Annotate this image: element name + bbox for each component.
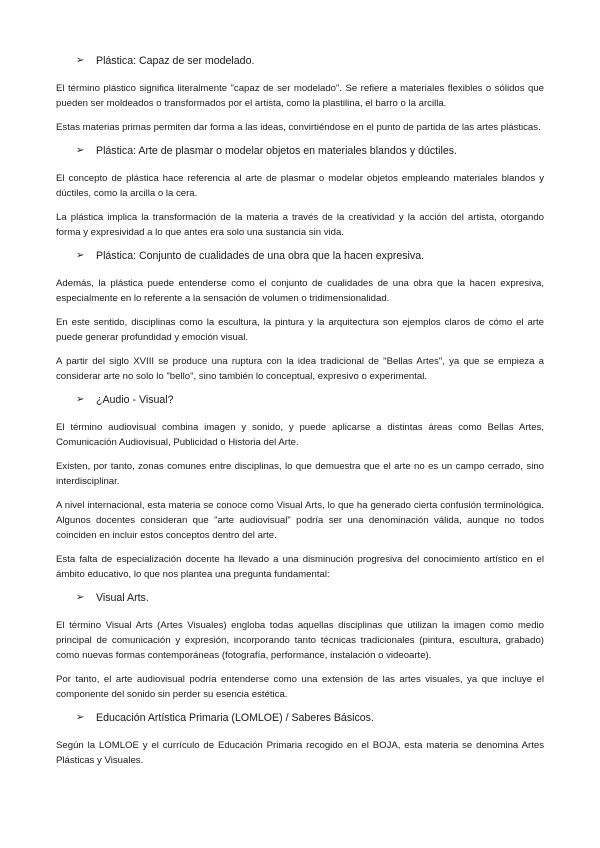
arrow-bullet-icon: ➢ [76,250,85,261]
section-heading-text: Visual Arts. [96,592,149,604]
paragraph: El concepto de plástica hace referencia al arte de plasmar o modelar objetos empleando materiales blandos y dúctiles, como la arcilla o la cera. [56,173,544,199]
paragraph: El término audiovisual combina imagen y sonido, y puede aplicarse a distintas áreas como Bellas Artes, Comunicación Audiovisual, Publicidad o Historia del Arte. [56,422,544,448]
paragraph: Según la LOMLOE y el currículo de Educación Primaria recogido en el BOJA, esta materia se denomina Artes Plásticas y Visuales. [56,740,544,766]
section-heading [76,144,544,158]
section-heading [76,393,544,407]
paragraph: Estas materias primas permiten dar forma a las ideas, convirtiéndose en el punto de partida de las artes plásticas. [56,122,541,133]
arrow-bullet-icon: ➢ [76,394,85,405]
section-heading-text: Plástica: Capaz de ser modelado. [96,55,255,67]
paragraph: A partir del siglo XVIII se produce una ruptura con la idea tradicional de "Bellas Artes", ya que se empieza a considerar arte no solo lo "bello", sino también lo conceptual, expresivo o experimental. [56,356,544,382]
section-heading [76,249,544,263]
paragraph: El término Visual Arts (Artes Visuales) engloba todas aquellas disciplinas que utilizan la imagen como medio principal de comunicación y expresión, incorporando tanto técnicas tradicionales (pintura, escultura, grabado) como nuevas formas contemporáneas (fotografía, performance, instalación o videoarte). [56,620,544,661]
paragraph: Además, la plástica puede entenderse como el conjunto de cualidades de una obra que la hacen expresiva, especialmente en lo referente a la sensación de volumen o tridimensionalidad. [56,278,544,304]
section-heading-text: Educación Artística Primaria (LOMLOE) / Saberes Básicos. [96,712,374,724]
paragraph: El término plástico significa literalmente "capaz de ser modelado". Se refiere a materiales flexibles o sólidos que pueden ser moldeados o transformados por el artista, como la plastilina, el barro o la arcilla. [56,83,544,109]
arrow-bullet-icon: ➢ [76,592,85,603]
paragraph: A nivel internacional, esta materia se conoce como Visual Arts, lo que ha generado cierta confusión terminológica. Algunos docentes consideran que "arte audiovisual" podría ser una denominación válida, aunque no todos coinciden en incluir estos conceptos dentro del arte. [56,500,544,541]
document-page [56,54,544,777]
section-heading [76,591,544,605]
section-heading [76,54,544,68]
section-heading-text: Plástica: Arte de plasmar o modelar objetos en materiales blandos y dúctiles. [96,145,457,157]
section-heading [76,711,544,725]
section-heading-text: ¿Audio - Visual? [96,394,174,406]
paragraph: La plástica implica la transformación de la materia a través de la creatividad y la acción del artista, otorgando forma y expresividad a lo que antes era solo una sustancia sin vida. [56,212,544,238]
arrow-bullet-icon: ➢ [76,55,85,66]
section-heading-text: Plástica: Conjunto de cualidades de una obra que la hacen expresiva. [96,250,425,262]
paragraph: Por tanto, el arte audiovisual podría entenderse como una extensión de las artes visuales, ya que incluye el componente del sonido sin perder su esencia estética. [56,674,544,700]
paragraph: En este sentido, disciplinas como la escultura, la pintura y la arquitectura son ejemplos claros de cómo el arte puede generar profundidad y emoción visual. [56,317,544,343]
arrow-bullet-icon: ➢ [76,145,85,156]
paragraph: Existen, por tanto, zonas comunes entre disciplinas, lo que demuestra que el arte no es un campo cerrado, sino interdisciplinar. [56,461,544,487]
arrow-bullet-icon: ➢ [76,712,85,723]
paragraph: Esta falta de especialización docente ha llevado a una disminución progresiva del conocimiento artístico en el ámbito educativo, lo que nos plantea una pregunta fundamental: [56,554,544,580]
